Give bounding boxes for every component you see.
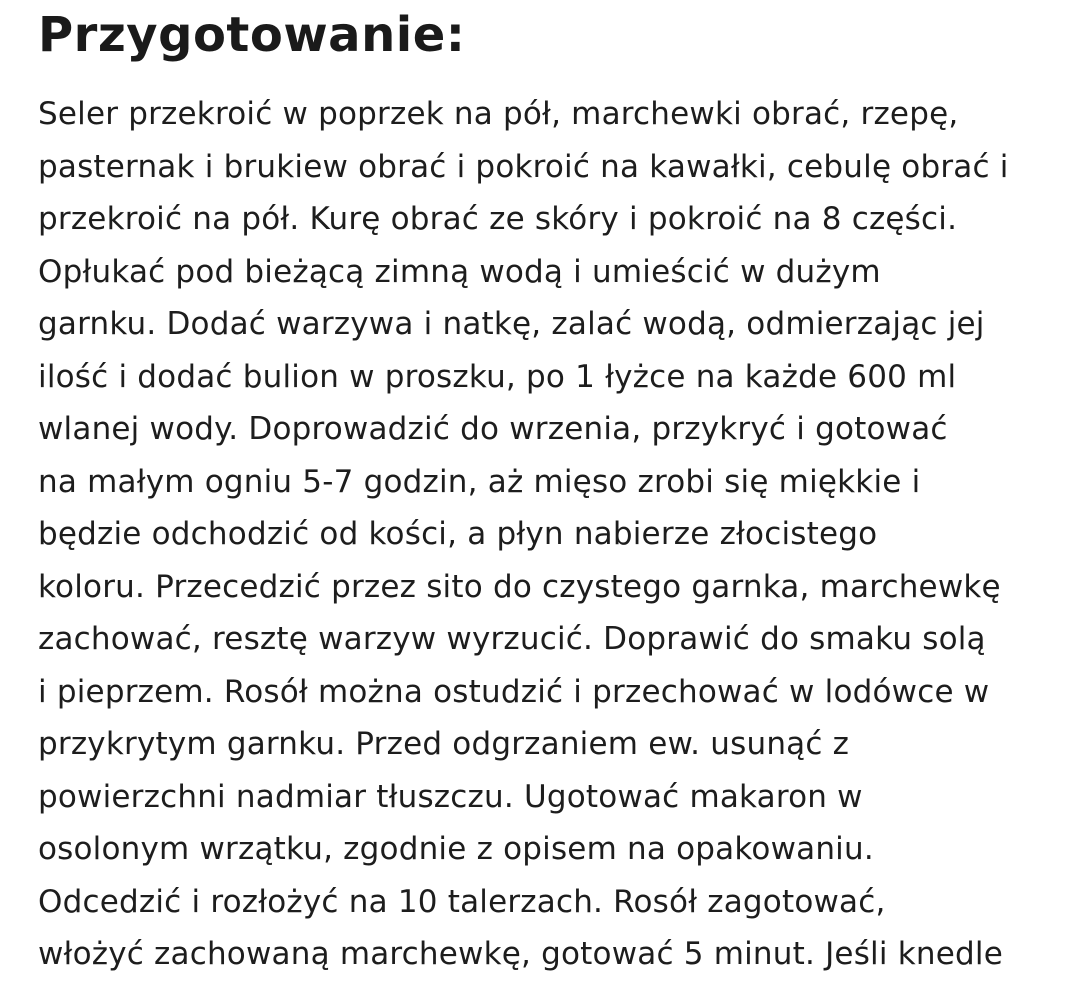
text-line-5: garnku. Dodać warzywa i natkę, zalać wodą, odmierzając jej	[38, 306, 985, 342]
text-line-13: przykrytym garnku. Przed odgrzaniem ew. usunąć z	[38, 726, 850, 762]
text-line-2: pasternak i brukiew obrać i pokroić na kawałki, cebulę obrać i	[38, 148, 1009, 185]
text-line-16: Odcedzić i rozłożyć na 10 talerzach. Rosół zagotować,	[38, 883, 886, 920]
text-line-12: i pieprzem. Rosół można ostudzić i przechować w lodówce w	[38, 673, 990, 710]
text-line-10: koloru. Przecedzić przez sito do czystego garnka, marchewkę	[38, 568, 1001, 605]
text-line-8: na małym ogniu 5-7 godzin, aż mięso zrobi się miękkie i	[38, 463, 921, 500]
text-line-1: Seler przekroić w poprzek na pół, marchewki obrać, rzepę,	[38, 96, 959, 132]
preparation-heading: Przygotowanie:	[38, 7, 466, 63]
preparation-text	[38, 88, 1048, 981]
text-line-14: powierzchni nadmiar tłuszczu. Ugotować makaron w	[38, 778, 863, 815]
text-line-6: ilość i dodać bulion w proszku, po 1 łyżce na każde 600 ml	[38, 358, 957, 395]
recipe-preparation-section	[38, 0, 1048, 981]
text-line-3: przekroić na pół. Kurę obrać ze skóry i pokroić na 8 części.	[38, 201, 958, 237]
text-line-17: włożyć zachowaną marchewkę, gotować 5 minut. Jeśli knedle	[38, 936, 1003, 972]
text-line-4: Opłukać pod bieżącą zimną wodą i umieścić w dużym	[38, 253, 881, 290]
text-line-9: będzie odchodzić od kości, a płyn nabierze złocistego	[38, 516, 878, 552]
text-line-15: osolonym wrzątku, zgodnie z opisem na opakowaniu.	[38, 831, 874, 867]
text-line-7: wlanej wody. Doprowadzić do wrzenia, przykryć i gotować	[38, 411, 948, 447]
text-line-11: zachować, resztę warzyw wyrzucić. Doprawić do smaku solą	[38, 621, 986, 657]
